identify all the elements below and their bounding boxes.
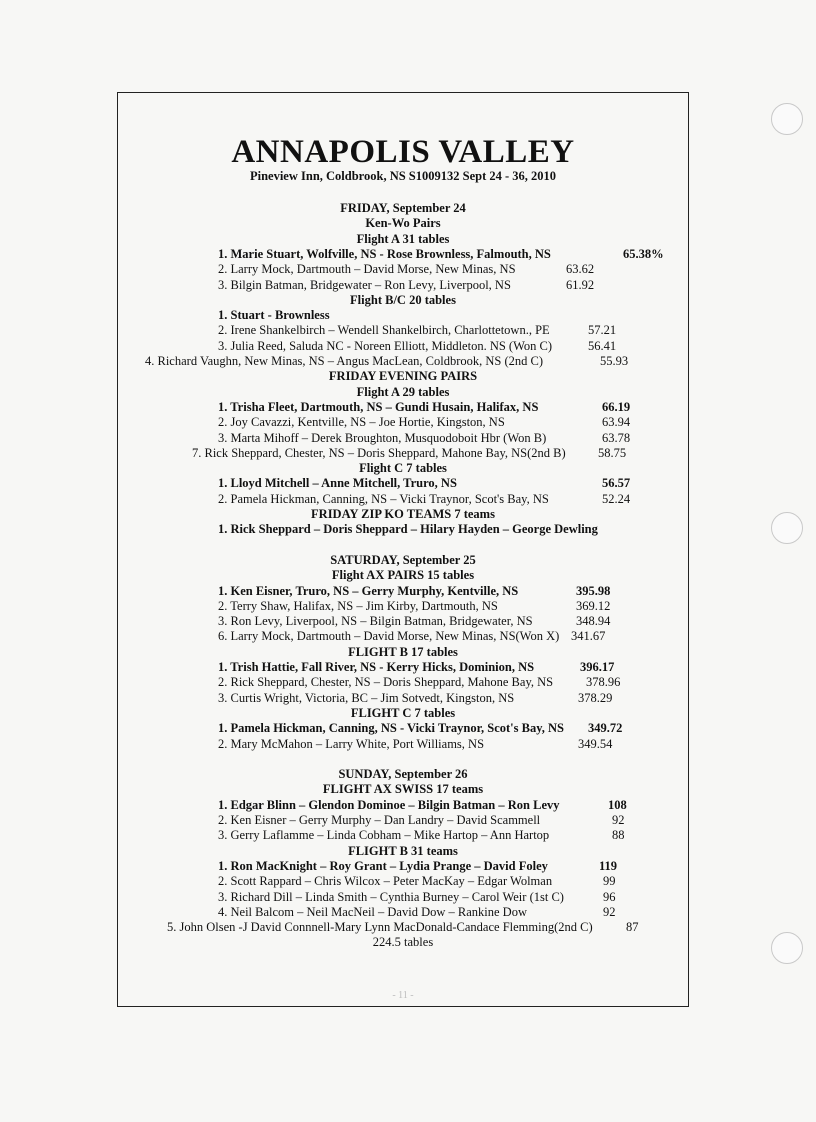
section-heading <box>118 844 688 859</box>
result-row <box>218 874 552 889</box>
result-text: Flight AX PAIRS 15 tables <box>331 568 475 583</box>
section-heading <box>118 385 688 400</box>
result-text: 224.5 tables <box>372 935 434 950</box>
result-row <box>218 828 549 843</box>
result-score: 395.98 <box>576 583 611 598</box>
result-text: 1. Rick Sheppard – Doris Sheppard – Hilary Hayden – George Dewling <box>218 522 598 537</box>
section-heading <box>118 645 688 660</box>
results-page-frame <box>117 92 689 1007</box>
result-text: 3. Gerry Laflamme – Linda Cobham – Mike Hartop – Ann Hartop <box>218 828 550 843</box>
result-row <box>218 415 505 430</box>
tournament-title: ANNAPOLIS VALLEY <box>231 134 575 170</box>
result-row <box>218 614 533 629</box>
result-text: 2. Pamela Hickman, Canning, NS – Vicki Traynor, Scot's Bay, NS <box>218 491 549 506</box>
result-row <box>218 629 559 644</box>
result-text: FRIDAY, September 24 <box>340 201 466 215</box>
result-row <box>218 890 564 905</box>
section-heading <box>118 782 688 797</box>
result-score: 99 <box>603 874 616 889</box>
result-text: 3. Ron Levy, Liverpool, NS – Bilgin Batman, Bridgewater, NS <box>218 614 533 629</box>
result-row <box>218 323 550 338</box>
result-score: 92 <box>612 813 625 827</box>
result-row <box>218 431 546 446</box>
result-score: 63.62 <box>566 262 595 277</box>
section-heading <box>118 461 688 476</box>
result-score: 348.94 <box>576 614 611 629</box>
result-row <box>218 339 552 354</box>
result-score: 61.92 <box>566 277 595 292</box>
result-text: 2. Scott Rappard – Chris Wilcox – Peter MacKay – Edgar Wolman <box>218 874 553 889</box>
result-text: 1. Marie Stuart, Wolfville, NS - Rose Brownless, Falmouth, NS <box>218 246 551 261</box>
section-heading <box>118 232 688 247</box>
result-text: 4. Neil Balcom – Neil MacNeil – David Dow – Rankine Dow <box>218 904 527 919</box>
page-number: - 11 - <box>392 990 414 1001</box>
result-text: 4. Richard Vaughn, New Minas, NS – Angus MacLean, Coldbrook, NS (2nd C) <box>145 354 543 368</box>
result-row <box>218 859 548 874</box>
result-text: 1. Trisha Fleet, Dartmouth, NS – Gundi Husain, Halifax, NS <box>218 399 539 414</box>
result-row <box>218 691 514 706</box>
result-row <box>218 905 527 920</box>
section-heading <box>118 706 688 721</box>
result-text: FLIGHT AX SWISS 17 teams <box>322 782 484 797</box>
result-score: 56.57 <box>602 476 631 491</box>
result-row <box>145 354 543 369</box>
result-text: 2. Rick Sheppard, Chester, NS – Doris Sheppard, Mahone Bay, NS <box>218 675 554 690</box>
result-score: 349.54 <box>578 736 613 751</box>
result-score: 58.75 <box>598 445 627 460</box>
result-text: 2. Larry Mock, Dartmouth – David Morse, New Minas, NS <box>218 262 516 277</box>
result-score: 396.17 <box>580 660 615 674</box>
result-row <box>218 660 534 675</box>
result-score: 88 <box>612 828 625 843</box>
result-score: 87 <box>626 920 639 935</box>
result-text: 3. Curtis Wright, Victoria, BC – Jim Sotvedt, Kingston, NS <box>218 690 515 705</box>
result-score: 66.19 <box>602 399 631 414</box>
result-text: 3. Marta Mihoff – Derek Broughton, Musquodoboit Hbr (Won B) <box>218 430 547 445</box>
result-score: 369.12 <box>576 598 611 613</box>
section-heading <box>118 553 688 568</box>
result-score: 63.94 <box>602 415 631 430</box>
result-row <box>218 675 553 690</box>
section-heading <box>118 293 688 308</box>
result-text: 3. Bilgin Batman, Bridgewater – Ron Levy, Liverpool, NS <box>218 277 511 292</box>
result-score: 378.29 <box>578 690 613 705</box>
result-text: Flight B/C 20 tables <box>350 292 456 307</box>
result-score: 56.41 <box>588 338 617 353</box>
result-row <box>218 584 518 599</box>
result-text: 5. John Olsen -J David Connnell-Mary Lynn MacDonald-Candace Flemming(2nd C) <box>167 920 593 935</box>
result-row <box>218 278 511 293</box>
result-row <box>218 492 549 507</box>
result-text: 2. Terry Shaw, Halifax, NS – Jim Kirby, Dartmouth, NS <box>218 598 498 613</box>
result-score: 63.78 <box>602 430 631 445</box>
result-row <box>218 262 516 277</box>
result-text: 2. Irene Shankelbirch – Wendell Shankelbirch, Charlottetown., PE <box>218 323 550 338</box>
result-text: Flight C 7 tables <box>359 461 447 476</box>
result-row <box>218 476 457 491</box>
result-text: 1. Ken Eisner, Truro, NS – Gerry Murphy, Kentville, NS <box>218 583 519 598</box>
result-score: 378.96 <box>586 675 621 690</box>
result-text: 1. Edgar Blinn – Glendon Dominoe – Bilgin Batman – Ron Levy <box>218 797 560 812</box>
result-text: 2. Ken Eisner – Gerry Murphy – Dan Landry – David Scammell <box>218 813 541 827</box>
result-score: 55.93 <box>600 354 629 368</box>
result-row <box>218 522 598 537</box>
section-heading <box>118 568 688 583</box>
result-text: 2. Joy Cavazzi, Kentville, NS – Joe Hortie, Kingston, NS <box>218 415 505 430</box>
result-text: 6. Larry Mock, Dartmouth – David Morse, New Minas, NS(Won X) <box>218 629 560 644</box>
result-row <box>218 247 551 262</box>
section-heading <box>118 935 688 950</box>
result-text: Flight A 29 tables <box>356 384 450 399</box>
result-text: FLIGHT B 31 teams <box>348 843 458 858</box>
result-row <box>192 446 566 461</box>
result-text: Ken-Wo Pairs <box>365 216 441 231</box>
result-text: SUNDAY, September 26 <box>338 767 468 782</box>
result-text: SATURDAY, September 25 <box>330 552 476 567</box>
result-text: 7. Rick Sheppard, Chester, NS – Doris Sheppard, Mahone Bay, NS(2nd B) <box>192 445 566 460</box>
result-text: 2. Mary McMahon – Larry White, Port Williams, NS <box>218 736 485 751</box>
binder-hole-bottom <box>771 932 803 964</box>
result-text: 1. Pamela Hickman, Canning, NS - Vicki Traynor, Scot's Bay, NS <box>218 721 564 736</box>
result-text: FLIGHT C 7 tables <box>350 705 456 720</box>
result-score: 341.67 <box>571 629 606 644</box>
result-row <box>218 308 330 323</box>
result-text: FRIDAY EVENING PAIRS <box>328 369 478 384</box>
result-text: Flight A 31 tables <box>356 231 450 246</box>
result-text: 1. Lloyd Mitchell – Anne Mitchell, Truro, NS <box>218 476 457 491</box>
result-text: 3. Julia Reed, Saluda NC - Noreen Elliott, Middleton. NS (Won C) <box>218 338 553 353</box>
section-heading <box>118 201 688 216</box>
result-row <box>218 813 540 828</box>
result-text: 1. Stuart - Brownless <box>218 308 330 323</box>
result-text: 1. Ron MacKnight – Roy Grant – Lydia Prange – David Foley <box>218 858 548 873</box>
section-heading <box>118 507 688 522</box>
tournament-subtitle: Pineview Inn, Coldbrook, NS S1009132 Sept 24 - 36, 2010 <box>249 169 557 183</box>
section-heading <box>118 216 688 231</box>
result-score: 65.38% <box>623 246 664 261</box>
result-row <box>218 721 564 736</box>
result-text: FRIDAY ZIP KO TEAMS 7 teams <box>311 507 495 521</box>
result-text: 1. Trish Hattie, Fall River, NS - Kerry Hicks, Dominion, NS <box>218 660 535 674</box>
section-heading <box>118 369 688 384</box>
result-score: 108 <box>608 797 627 812</box>
section-heading <box>118 767 688 782</box>
result-row <box>218 737 484 752</box>
result-row <box>218 798 560 813</box>
result-score: 96 <box>603 889 616 904</box>
result-text: 3. Richard Dill – Linda Smith – Cynthia Burney – Carol Weir (1st C) <box>218 889 564 904</box>
result-score: 52.24 <box>602 491 631 506</box>
result-row <box>218 400 538 415</box>
result-text: FLIGHT B 17 tables <box>348 644 458 659</box>
result-row <box>167 920 593 935</box>
result-score: 92 <box>603 904 616 919</box>
result-score: 349.72 <box>588 721 623 736</box>
binder-hole-middle <box>771 512 803 544</box>
result-score: 119 <box>599 858 618 873</box>
result-row <box>218 599 498 614</box>
binder-hole-top <box>771 103 803 135</box>
result-score: 57.21 <box>588 323 617 338</box>
